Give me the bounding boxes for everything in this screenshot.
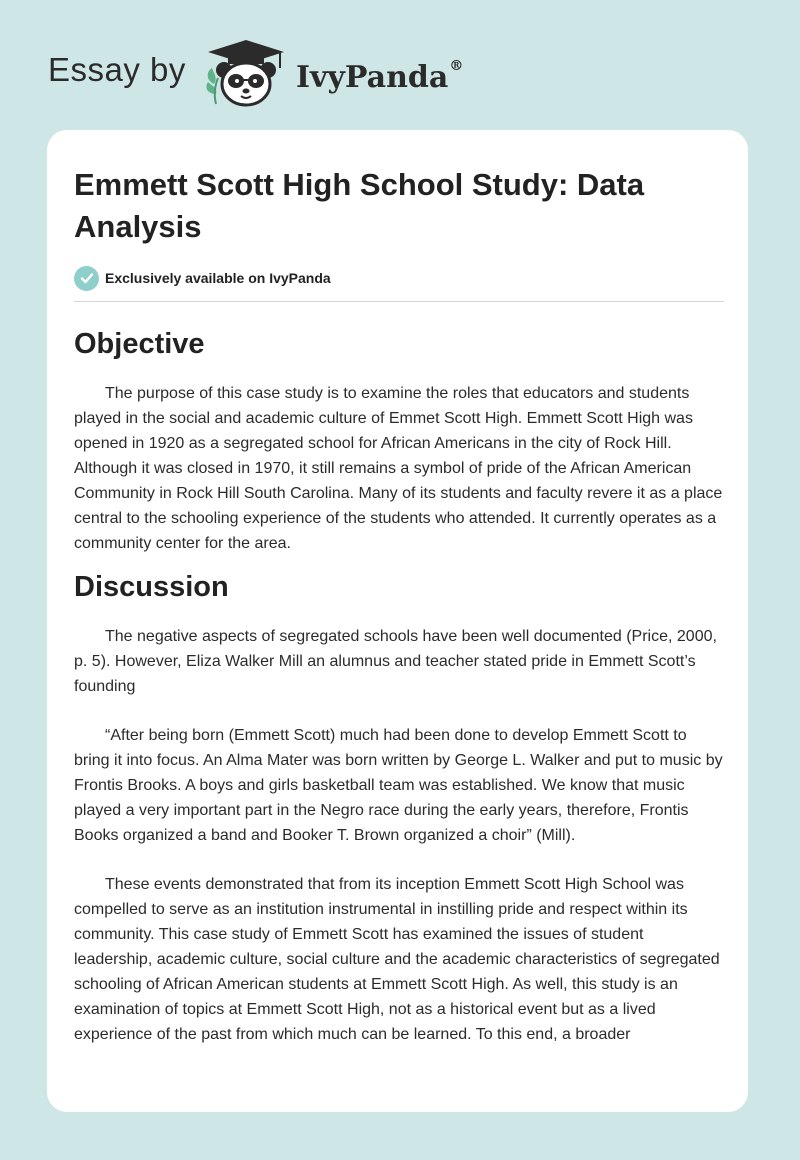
brand-name-text: IvyPanda (296, 60, 449, 95)
article-content (74, 164, 724, 1047)
title-divider (74, 301, 724, 302)
quote-paragraph: “After being born (Emmett Scott) much had been done to develop Emmett Scott to bring it into focus. An Alma Mater was born written by George L. Walker and put to music by Frontis Brooks. A boys and girls basketball team was established. We know that music played a very important part in the Negro race during the early years, therefore, Frontis Books organized a band and Booker T. Brown organized a choir” (Mill). (74, 727, 723, 844)
check-icon (74, 266, 99, 291)
article-card (47, 130, 748, 1112)
paragraph: The purpose of this case study is to examine the roles that educators and students played in the social and academic culture of Emmet Scott High. Emmett Scott High was opened in 1920 as a segregated school for African Americans in the city of Rock Hill. Although it was closed in 1970, it still remains a symbol of pride of the African American Community in Rock Hill South Carolina. Many of its students and faculty revere it as a place central to the schooling experience of the students who attended. It currently operates as a community center for the area. (74, 385, 723, 552)
paragraph: The negative aspects of segregated schools have been well documented (Price, 2000, p. 5). However, Eliza Walker Mill an alumnus and teacher stated pride in Emmett Scott’s founding (74, 628, 717, 695)
exclusive-badge (74, 265, 724, 291)
section-heading-objective: Objective (74, 328, 205, 360)
panda-logo-icon[interactable] (200, 36, 292, 108)
site-header (0, 0, 800, 130)
brand-prefix: Essay by (48, 51, 186, 88)
registered-mark: ® (449, 58, 464, 74)
brand-name[interactable] (296, 52, 463, 98)
article-title: Emmett Scott High School Study: Data Analysis (74, 167, 645, 244)
paragraph: These events demonstrated that from its inception Emmett Scott High School was compelled to serve as an institution instrumental in instilling pride and respect within its community. This case study of Emmett Scott has examined the issues of student leadership, academic culture, social culture and the academic characteristics of segregated schooling of African American students at Emmett Scott High. As well, this study is an examination of topics at Emmett Scott High, not as a historical event but as a lived experience of the past from which much can be learned. To this end, a broader (74, 876, 720, 1043)
badge-text: Exclusively available on IvyPanda (105, 270, 331, 286)
section-heading-discussion: Discussion (74, 571, 229, 603)
